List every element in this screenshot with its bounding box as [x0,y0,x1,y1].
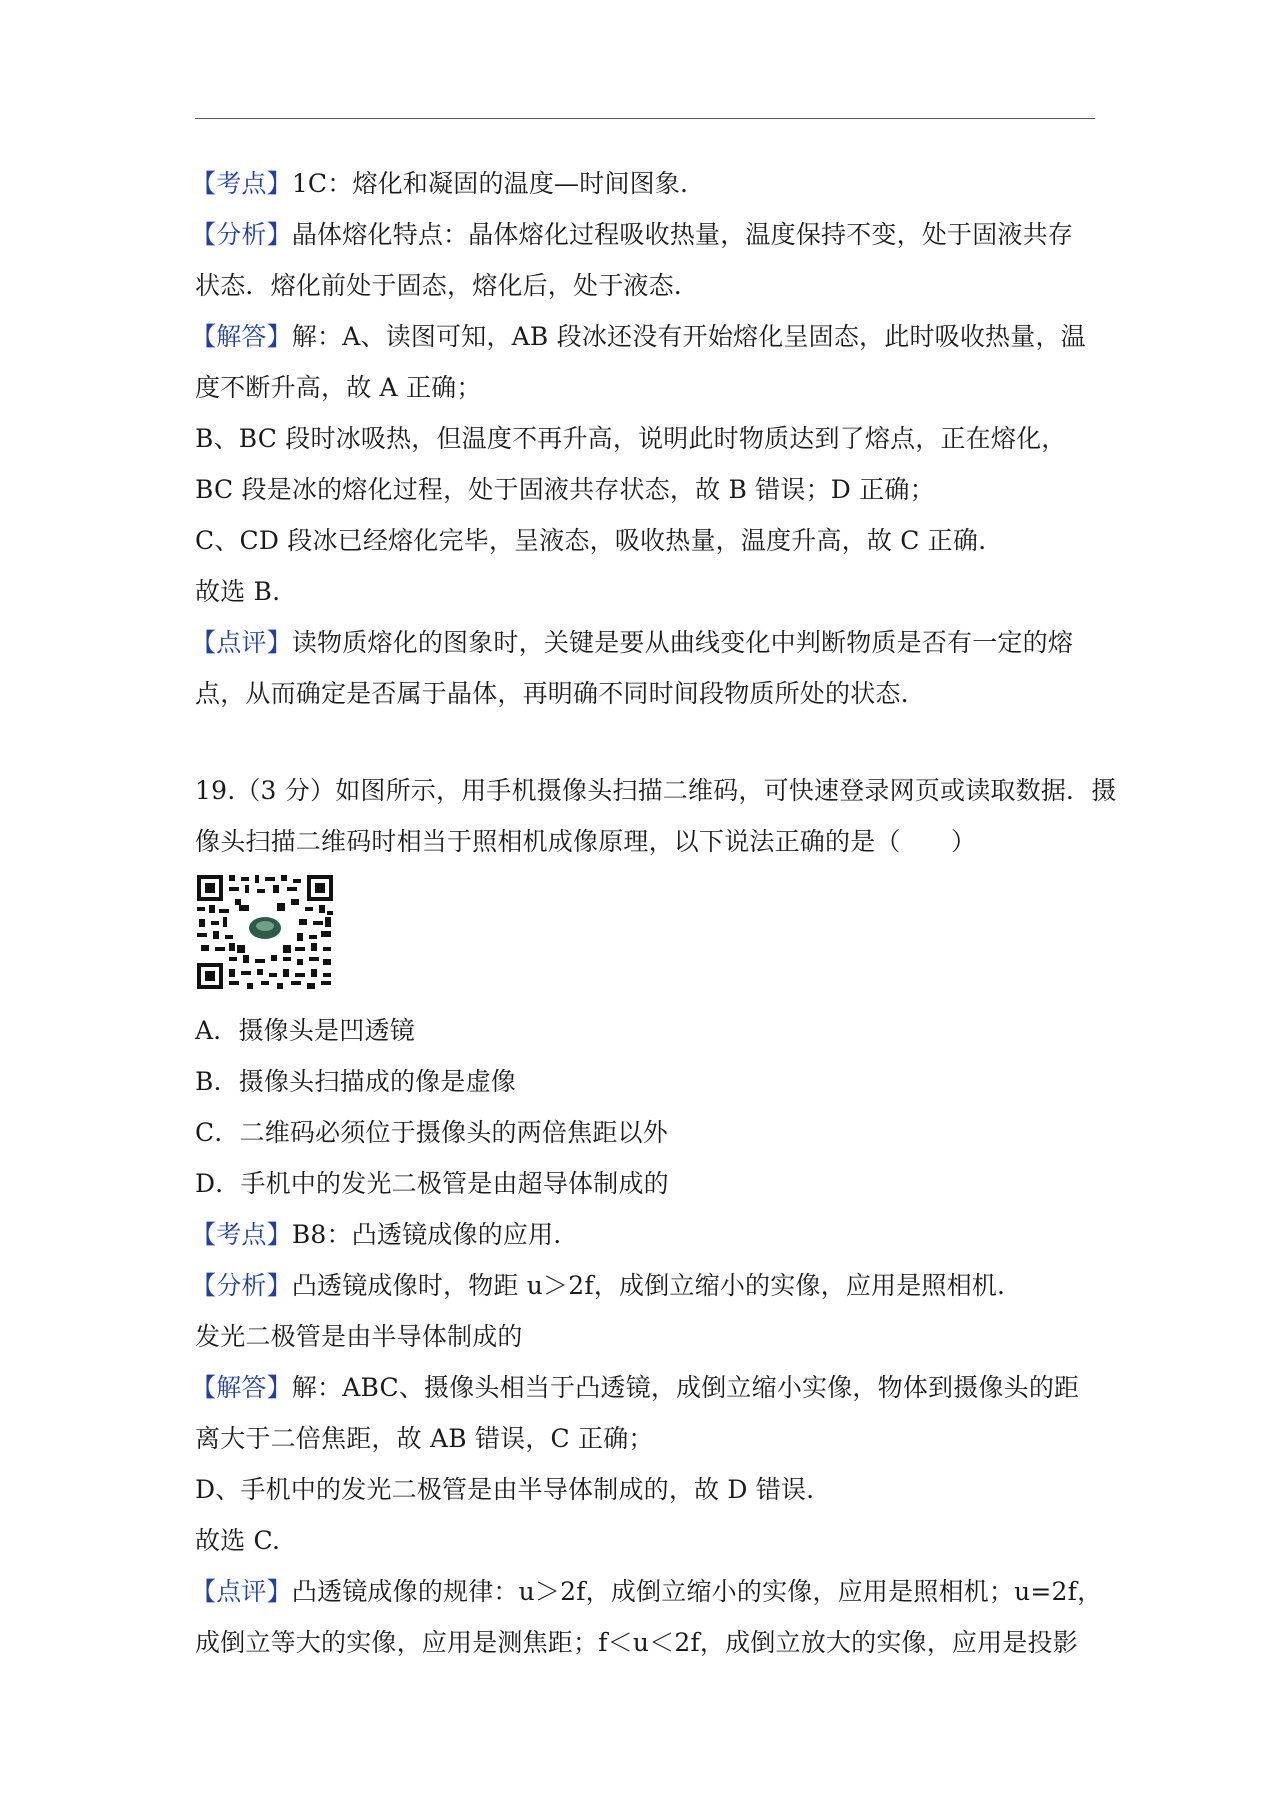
dianping-line-2: 点，从而确定是否属于晶体，再明确不同时间段物质所处的状态. [195,679,909,708]
fenxi-line-2: 状态．熔化前处于固态，熔化后，处于液态. [195,271,682,300]
option-a: A．摄像头是凹透镜 [195,1016,415,1045]
dianping-line-1 [191,617,1105,668]
header-rule [195,118,1095,119]
kaodian2-tag: 【考点】 [191,1220,292,1249]
jieda2-tag: 【解答】 [191,1373,292,1402]
kaodian-line-1 [191,158,1105,209]
jieda-line-4: BC 段是冰的熔化过程，处于固液共存状态，故 B 错误；D 正确； [195,475,935,504]
jieda-line-2: 度不断升高，故 A 正确； [195,373,482,402]
jieda-line-5: C、CD 段冰已经熔化完毕，呈液态，吸收热量，温度升高，故 C 正确. [195,526,987,555]
fenxi2-text: 凸透镜成像时，物距 u＞2f，成倒立缩小的实像，应用是照相机. [291,1271,1006,1300]
dianping-tag: 【点评】 [191,628,292,657]
kaodian-text: 1C：熔化和凝固的温度—时间图象. [291,169,689,198]
option-d: D．手机中的发光二极管是由超导体制成的 [195,1169,669,1198]
fenxi2-line-1 [191,1260,1105,1311]
question-stem-2: 像头扫描二维码时相当于照相机成像原理，以下说法正确的是（ ） [195,827,977,856]
dianping2-text: 凸透镜成像的规律：u＞2f，成倒立缩小的实像，应用是照相机；u=2f， [291,1577,1103,1606]
dianping2-line-1 [191,1566,1105,1617]
section-gap [195,719,1105,765]
jieda2-line-2: 离大于二倍焦距，故 AB 错误，C 正确； [195,1424,654,1453]
jieda2-line-1 [191,1362,1105,1413]
fenxi-tag: 【分析】 [191,220,292,249]
dianping2-line-2: 成倒立等大的实像，应用是测焦距；f＜u＜2f，成倒立放大的实像，应用是投影 [195,1628,1078,1657]
question-stem-1: 19.（3 分）如图所示，用手机摄像头扫描二维码，可快速登录网页或读取数据．摄 [195,776,1117,805]
qr-code-icon [195,873,335,991]
jieda-line-3: B、BC 段时冰吸热，但温度不再升高，说明此时物质达到了熔点，正在熔化， [195,424,1067,453]
fenxi-text: 晶体熔化特点：晶体熔化过程吸收热量，温度保持不变，处于固液共存 [291,220,1074,249]
jieda-text: 解：A、读图可知，AB 段冰还没有开始熔化呈固态，此时吸收热量，温 [291,322,1086,351]
jieda2-line-3: D、手机中的发光二极管是由半导体制成的，故 D 错误. [195,1475,815,1504]
jieda2-line-4: 故选 C. [195,1526,281,1555]
content [191,158,1117,1668]
jieda2-text: 解：ABC、摄像头相当于凸透镜，成倒立缩小实像，物体到摄像头的距 [291,1373,1080,1402]
fenxi2-line-2: 发光二极管是由半导体制成的 [195,1322,523,1351]
jieda-tag: 【解答】 [191,322,292,351]
qr-figure [195,867,1105,1005]
jieda-line-6: 故选 B. [195,577,281,606]
jieda-line-1 [191,311,1105,362]
fenxi-line-1 [191,209,1105,260]
kaodian-tag: 【考点】 [191,169,292,198]
kaodian2-line-1 [191,1209,1105,1260]
option-c: C．二维码必须位于摄像头的两倍焦距以外 [195,1118,668,1147]
dianping2-tag: 【点评】 [191,1577,292,1606]
dianping-text: 读物质熔化的图象时，关键是要从曲线变化中判断物质是否有一定的熔 [291,628,1074,657]
fenxi2-tag: 【分析】 [191,1271,292,1300]
option-b: B．摄像头扫描成的像是虚像 [195,1067,516,1096]
kaodian2-text: B8：凸透镜成像的应用. [291,1220,562,1249]
